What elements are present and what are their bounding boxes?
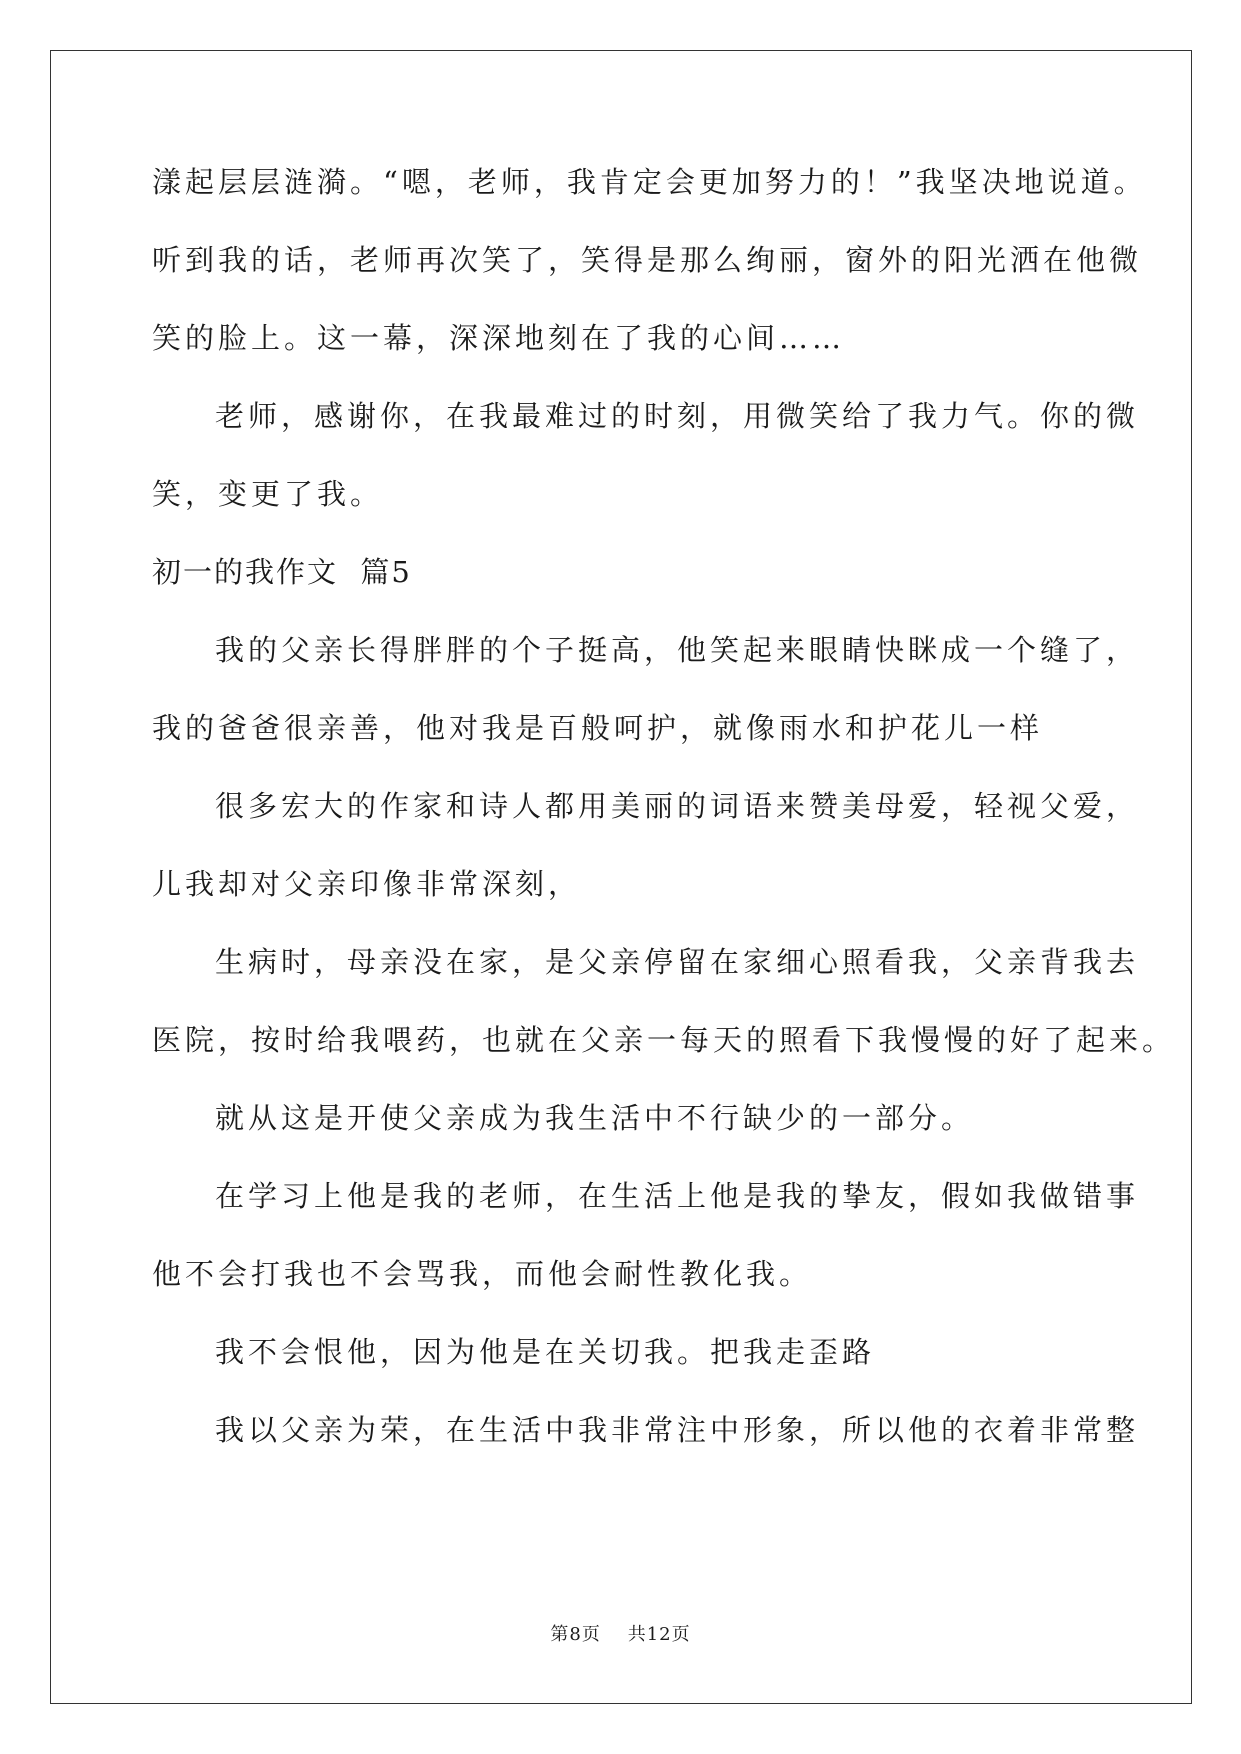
paragraph-line: 在学习上他是我的老师，在生活上他是我的挚友，假如我做错事: [215, 1179, 1140, 1213]
paragraph-line: 听到我的话，老师再次笑了，笑得是那么绚丽，窗外的阳光洒在他微: [152, 243, 1143, 277]
paragraph-line: 我的爸爸很亲善，他对我是百般呵护，就像雨水和护花儿一样: [152, 711, 1044, 745]
paragraph-line: 生病时，母亲没在家，是父亲停留在家细心照看我，父亲背我去: [215, 945, 1140, 979]
paragraph-line: 老师，感谢你，在我最难过的时刻，用微笑给了我力气。你的微: [215, 399, 1140, 433]
paragraph-line: 我以父亲为荣，在生活中我非常注中形象，所以他的衣着非常整: [215, 1413, 1140, 1447]
paragraph-line: 他不会打我也不会骂我，而他会耐性教化我。: [152, 1257, 813, 1291]
paragraph-line: 很多宏大的作家和诗人都用美丽的词语来赞美母爱，轻视父爱，: [215, 789, 1140, 823]
paragraph-line: 笑，变更了我。: [152, 477, 384, 511]
paragraph-line: 我不会恨他，因为他是在关切我。把我走歪路: [215, 1335, 876, 1369]
paragraph-line: 笑的脸上。这一幕，深深地刻在了我的心间……: [152, 321, 846, 355]
section-heading: 初一的我作文 篇5: [152, 555, 412, 589]
paragraph-line: 儿我却对父亲印像非常深刻，: [152, 867, 582, 901]
paragraph-line: 就从这是开使父亲成为我生活中不行缺少的一部分。: [215, 1101, 975, 1135]
document-body: [152, 143, 1176, 1469]
paragraph-line: 我的父亲长得胖胖的个子挺高，他笑起来眼睛快眯成一个缝了，: [215, 633, 1140, 667]
paragraph-line: 医院，按时给我喂药，也就在父亲一每天的照看下我慢慢的好了起来。: [152, 1023, 1176, 1057]
page-number-footer: 第8页 共12页: [550, 1624, 691, 1645]
paragraph-line: 漾起层层涟漪。“嗯，老师，我肯定会更加努力的！”我坚决地说道。: [152, 165, 1147, 199]
